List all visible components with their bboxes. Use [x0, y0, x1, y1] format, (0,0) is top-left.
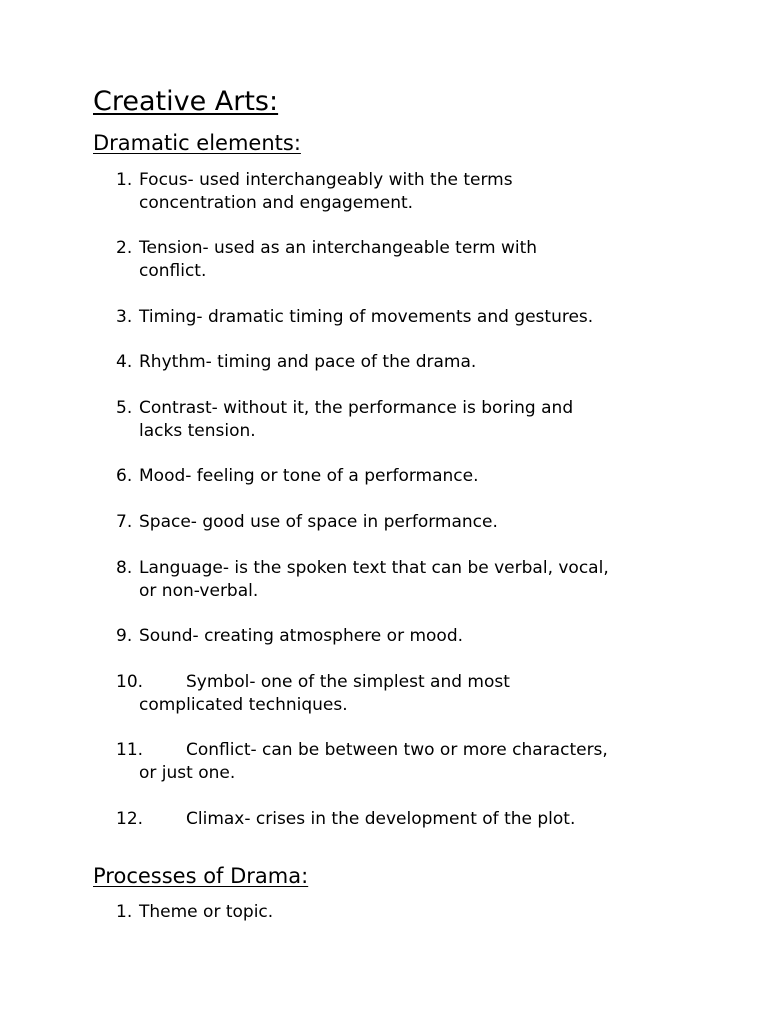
list-item-number: 3. — [116, 307, 133, 327]
list-item-text: Language- is the spoken text that can be verbal, vocal, — [139, 558, 609, 578]
list-item-text-continued: concentration and engagement. — [139, 193, 414, 213]
list-item-text-continued: or non-verbal. — [139, 581, 259, 601]
list-item-number: 11. — [116, 740, 144, 760]
list-item-number: 7. — [116, 512, 133, 532]
list-item-text-continued: or just one. — [139, 763, 236, 783]
list-item-text: Theme or topic. — [139, 902, 274, 922]
list-item-number: 8. — [116, 558, 133, 578]
list-item-text: Space- good use of space in performance. — [139, 512, 498, 532]
section-heading-processes-of-drama: Processes of Drama: — [93, 864, 309, 888]
list-item-number: 5. — [116, 398, 133, 418]
list-item-number: 4. — [116, 352, 133, 372]
list-item-text: Conflict- can be between two or more characters, — [186, 740, 608, 760]
list-item-text-continued: conflict. — [139, 261, 207, 281]
list-item-number: 1. — [116, 170, 133, 190]
list-item-text: Timing- dramatic timing of movements and gestures. — [139, 307, 594, 327]
document-title: Creative Arts: — [93, 86, 279, 117]
list-item-text: Mood- feeling or tone of a performance. — [139, 466, 479, 486]
list-item-text: Climax- crises in the development of the plot. — [186, 809, 576, 829]
list-item-text: Focus- used interchangeably with the terms — [139, 170, 513, 190]
list-item-text: Contrast- without it, the performance is boring and — [139, 398, 574, 418]
section-heading-dramatic-elements: Dramatic elements: — [93, 131, 301, 155]
list-item-text: Sound- creating atmosphere or mood. — [139, 626, 464, 646]
list-item-text: Tension- used as an interchangeable term with — [139, 238, 538, 258]
list-item-number: 2. — [116, 238, 133, 258]
list-item-text-continued: lacks tension. — [139, 421, 256, 441]
list-item-number: 6. — [116, 466, 133, 486]
list-item-number: 1. — [116, 902, 133, 922]
list-item-text: Rhythm- timing and pace of the drama. — [139, 352, 477, 372]
list-item-text: Symbol- one of the simplest and most — [186, 672, 510, 692]
list-item-text-continued: complicated techniques. — [139, 695, 348, 715]
list-item-number: 12. — [116, 809, 144, 829]
list-item-number: 9. — [116, 626, 133, 646]
list-item-number: 10. — [116, 672, 144, 692]
